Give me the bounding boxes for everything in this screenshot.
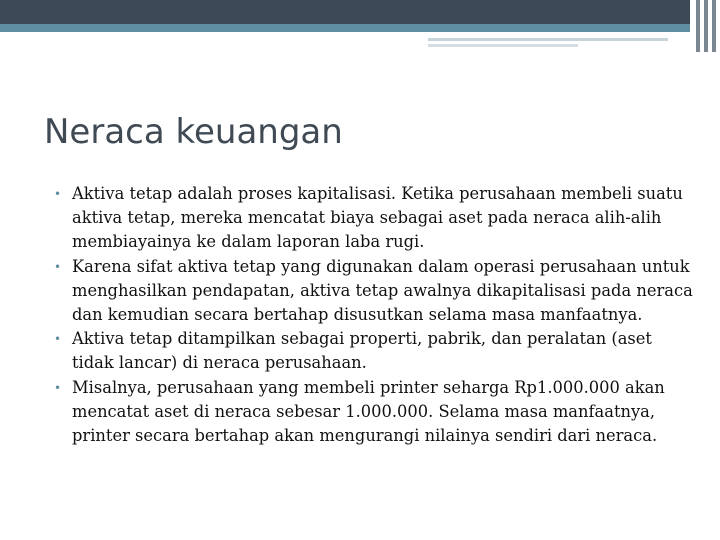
bullet-item xyxy=(54,182,694,255)
header-band-dark xyxy=(0,0,690,24)
bullet-text: Aktiva tetap adalah proses kapitalisasi. Ketika perusahaan membeli suatu aktiva tetap, mereka mencatat biaya sebagai aset pada neraca alih-alih membiayainya ke dalam laporan laba rugi. xyxy=(72,184,683,252)
header-band-accent xyxy=(0,24,690,32)
corner-decoration xyxy=(694,0,720,52)
bullet-list xyxy=(54,182,694,448)
bullet-item xyxy=(54,376,694,449)
bullet-icon: • xyxy=(54,259,62,274)
bullet-item xyxy=(54,327,694,375)
bullet-item xyxy=(54,255,694,328)
bullet-text: Misalnya, perusahaan yang membeli printer seharga Rp1.000.000 akan mencatat aset di neraca sebesar 1.000.000. Selama masa manfaatnya, printer secara bertahap akan mengurangi nilainya sendiri dari neraca. xyxy=(72,377,665,446)
decorative-line xyxy=(428,38,668,41)
bullet-icon: • xyxy=(54,380,62,395)
bullet-icon: • xyxy=(54,332,62,347)
bullet-text: Karena sifat aktiva tetap yang digunakan dalam operasi perusahaan untuk menghasilkan pendapatan, aktiva tetap awalnya dikapitalisasi pada neraca dan kemudian secara bertahap disusutkan selama masa manfaatnya. xyxy=(72,256,693,325)
decorative-line xyxy=(428,44,578,47)
bullet-text: Aktiva tetap ditampilkan sebagai properti, pabrik, dan peralatan (aset tidak lancar) di neraca perusahaan. xyxy=(72,329,652,373)
bullet-icon: • xyxy=(54,187,62,201)
slide-title: Neraca keuangan xyxy=(44,112,343,152)
